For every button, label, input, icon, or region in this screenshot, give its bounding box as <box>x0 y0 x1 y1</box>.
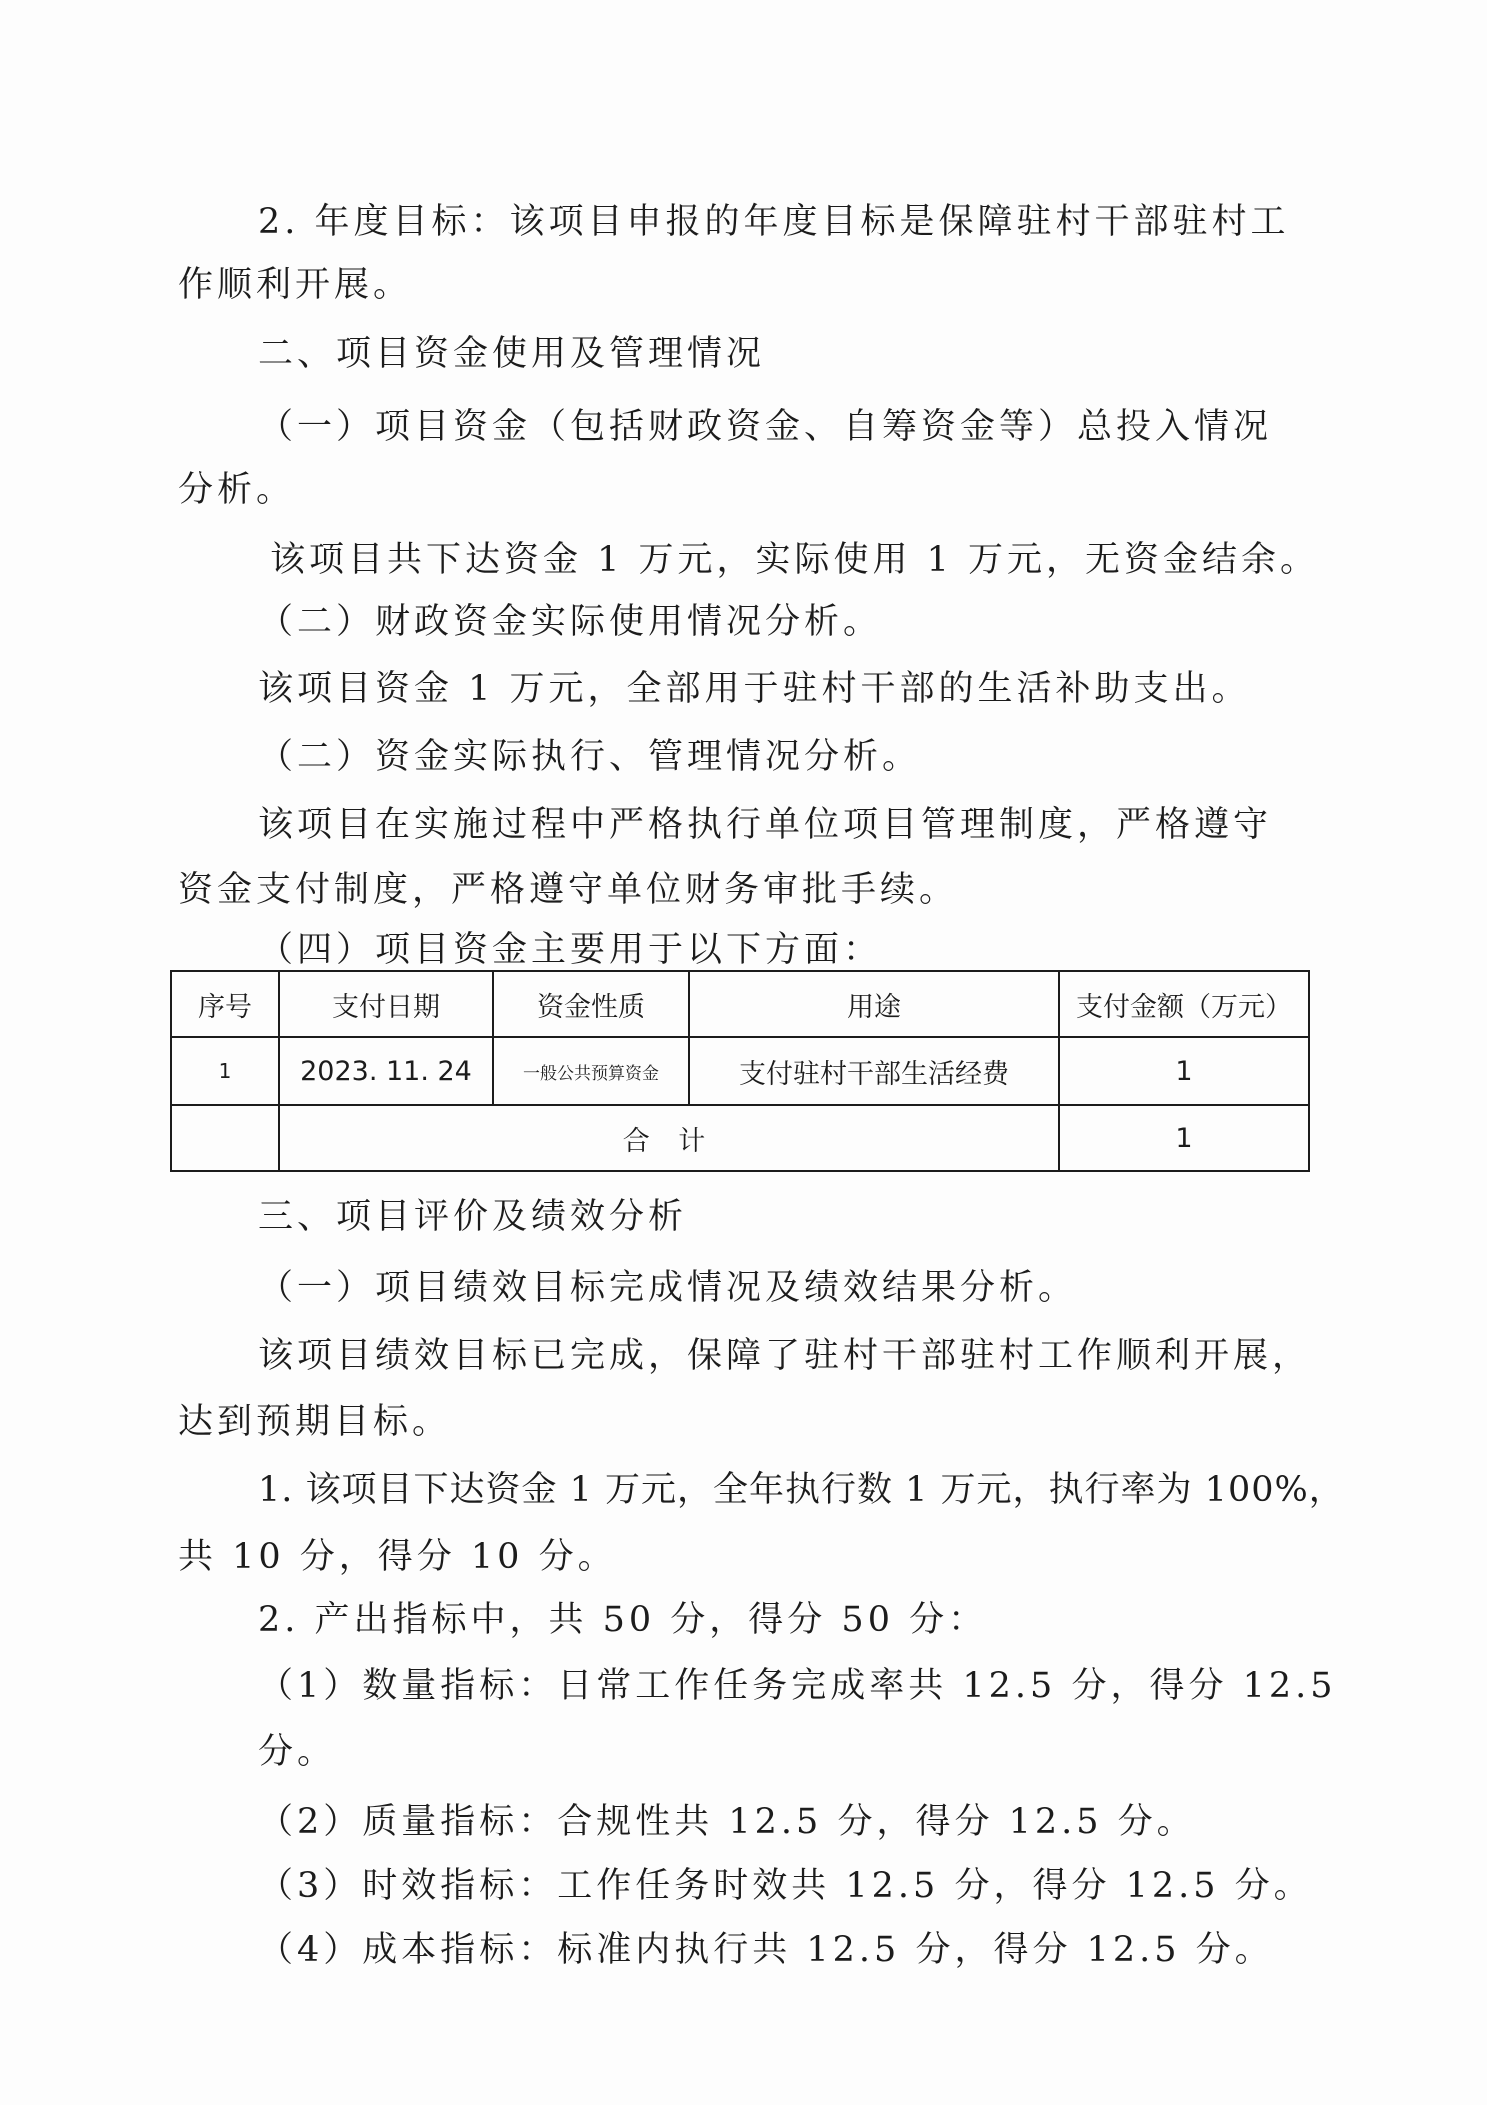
cell-seq: 1 <box>171 1037 279 1105</box>
section-heading-funds: 二、项目资金使用及管理情况 <box>258 334 766 374</box>
cell-amount: 1 <box>1059 1037 1309 1105</box>
section-heading-evaluation: 三、项目评价及绩效分析 <box>258 1197 688 1237</box>
paragraph-execution-rate: 1. 该项目下达资金 1 万元，全年执行数 1 万元，执行率为 100%， <box>258 1470 1345 1510</box>
paragraph-quality-indicator: （2）质量指标：合规性共 12.5 分，得分 12.5 分。 <box>258 1802 1196 1842</box>
paragraph-quantity-indicator: （1）数量指标：日常工作任务完成率共 12.5 分，得分 12.5 <box>258 1666 1337 1706</box>
cell-purpose: 支付驻村干部生活经费 <box>689 1037 1059 1105</box>
header-date: 支付日期 <box>279 971 493 1037</box>
paragraph-funds-issued: 该项目共下达资金 1 万元，实际使用 1 万元，无资金结余。 <box>270 540 1320 580</box>
paragraph-execution: 该项目在实施过程中严格执行单位项目管理制度，严格遵守 <box>258 805 1273 845</box>
subheading-fiscal-usage: （二）财政资金实际使用情况分析。 <box>258 602 883 642</box>
subheading-total-investment: （一）项目资金（包括财政资金、自筹资金等）总投入情况 <box>258 407 1273 447</box>
paragraph-cost-indicator: （4）成本指标：标准内执行共 12.5 分，得分 12.5 分。 <box>258 1930 1274 1970</box>
subheading-total-investment-cont: 分析。 <box>178 470 296 510</box>
subheading-performance: （一）项目绩效目标完成情况及绩效结果分析。 <box>258 1268 1078 1308</box>
paragraph-timeliness-indicator: （3）时效指标：工作任务时效共 12.5 分，得分 12.5 分。 <box>258 1866 1313 1906</box>
table-total-row <box>171 1105 1309 1171</box>
paragraph-execution-rate-cont: 共 10 分，得分 10 分。 <box>178 1537 617 1577</box>
header-amount: 支付金额（万元） <box>1059 971 1309 1037</box>
header-purpose: 用途 <box>689 971 1059 1037</box>
paragraph-performance-cont: 达到预期目标。 <box>178 1402 452 1442</box>
table-row <box>171 1037 1309 1105</box>
paragraph-performance: 该项目绩效目标已完成，保障了驻村干部驻村工作顺利开展， <box>258 1336 1312 1376</box>
paragraph-quantity-indicator-cont: 分。 <box>258 1732 337 1772</box>
paragraph-output-indicators: 2. 产出指标中，共 50 分，得分 50 分： <box>258 1600 988 1640</box>
header-fund-nature: 资金性质 <box>493 971 689 1037</box>
cell-total-label: 合 计 <box>279 1105 1059 1171</box>
paragraph-fiscal-usage: 该项目资金 1 万元，全部用于驻村干部的生活补助支出。 <box>258 669 1251 709</box>
paragraph-execution-cont: 资金支付制度，严格遵守单位财务审批手续。 <box>178 870 959 910</box>
cell-date: 2023. 11. 24 <box>279 1037 493 1105</box>
table-header-row <box>171 971 1309 1037</box>
cell-fund-nature: 一般公共预算资金 <box>493 1037 689 1105</box>
paragraph-annual-goal: 2. 年度目标：该项目申报的年度目标是保障驻村干部驻村工 <box>258 202 1290 242</box>
paragraph-annual-goal-cont: 作顺利开展。 <box>178 265 413 305</box>
subheading-execution: （二）资金实际执行、管理情况分析。 <box>258 737 922 777</box>
subheading-fund-usage: （四）项目资金主要用于以下方面： <box>258 930 883 970</box>
fund-usage-table <box>170 970 1308 1172</box>
cell-total-empty <box>171 1105 279 1171</box>
cell-total-amount: 1 <box>1059 1105 1309 1171</box>
header-seq: 序号 <box>171 971 279 1037</box>
